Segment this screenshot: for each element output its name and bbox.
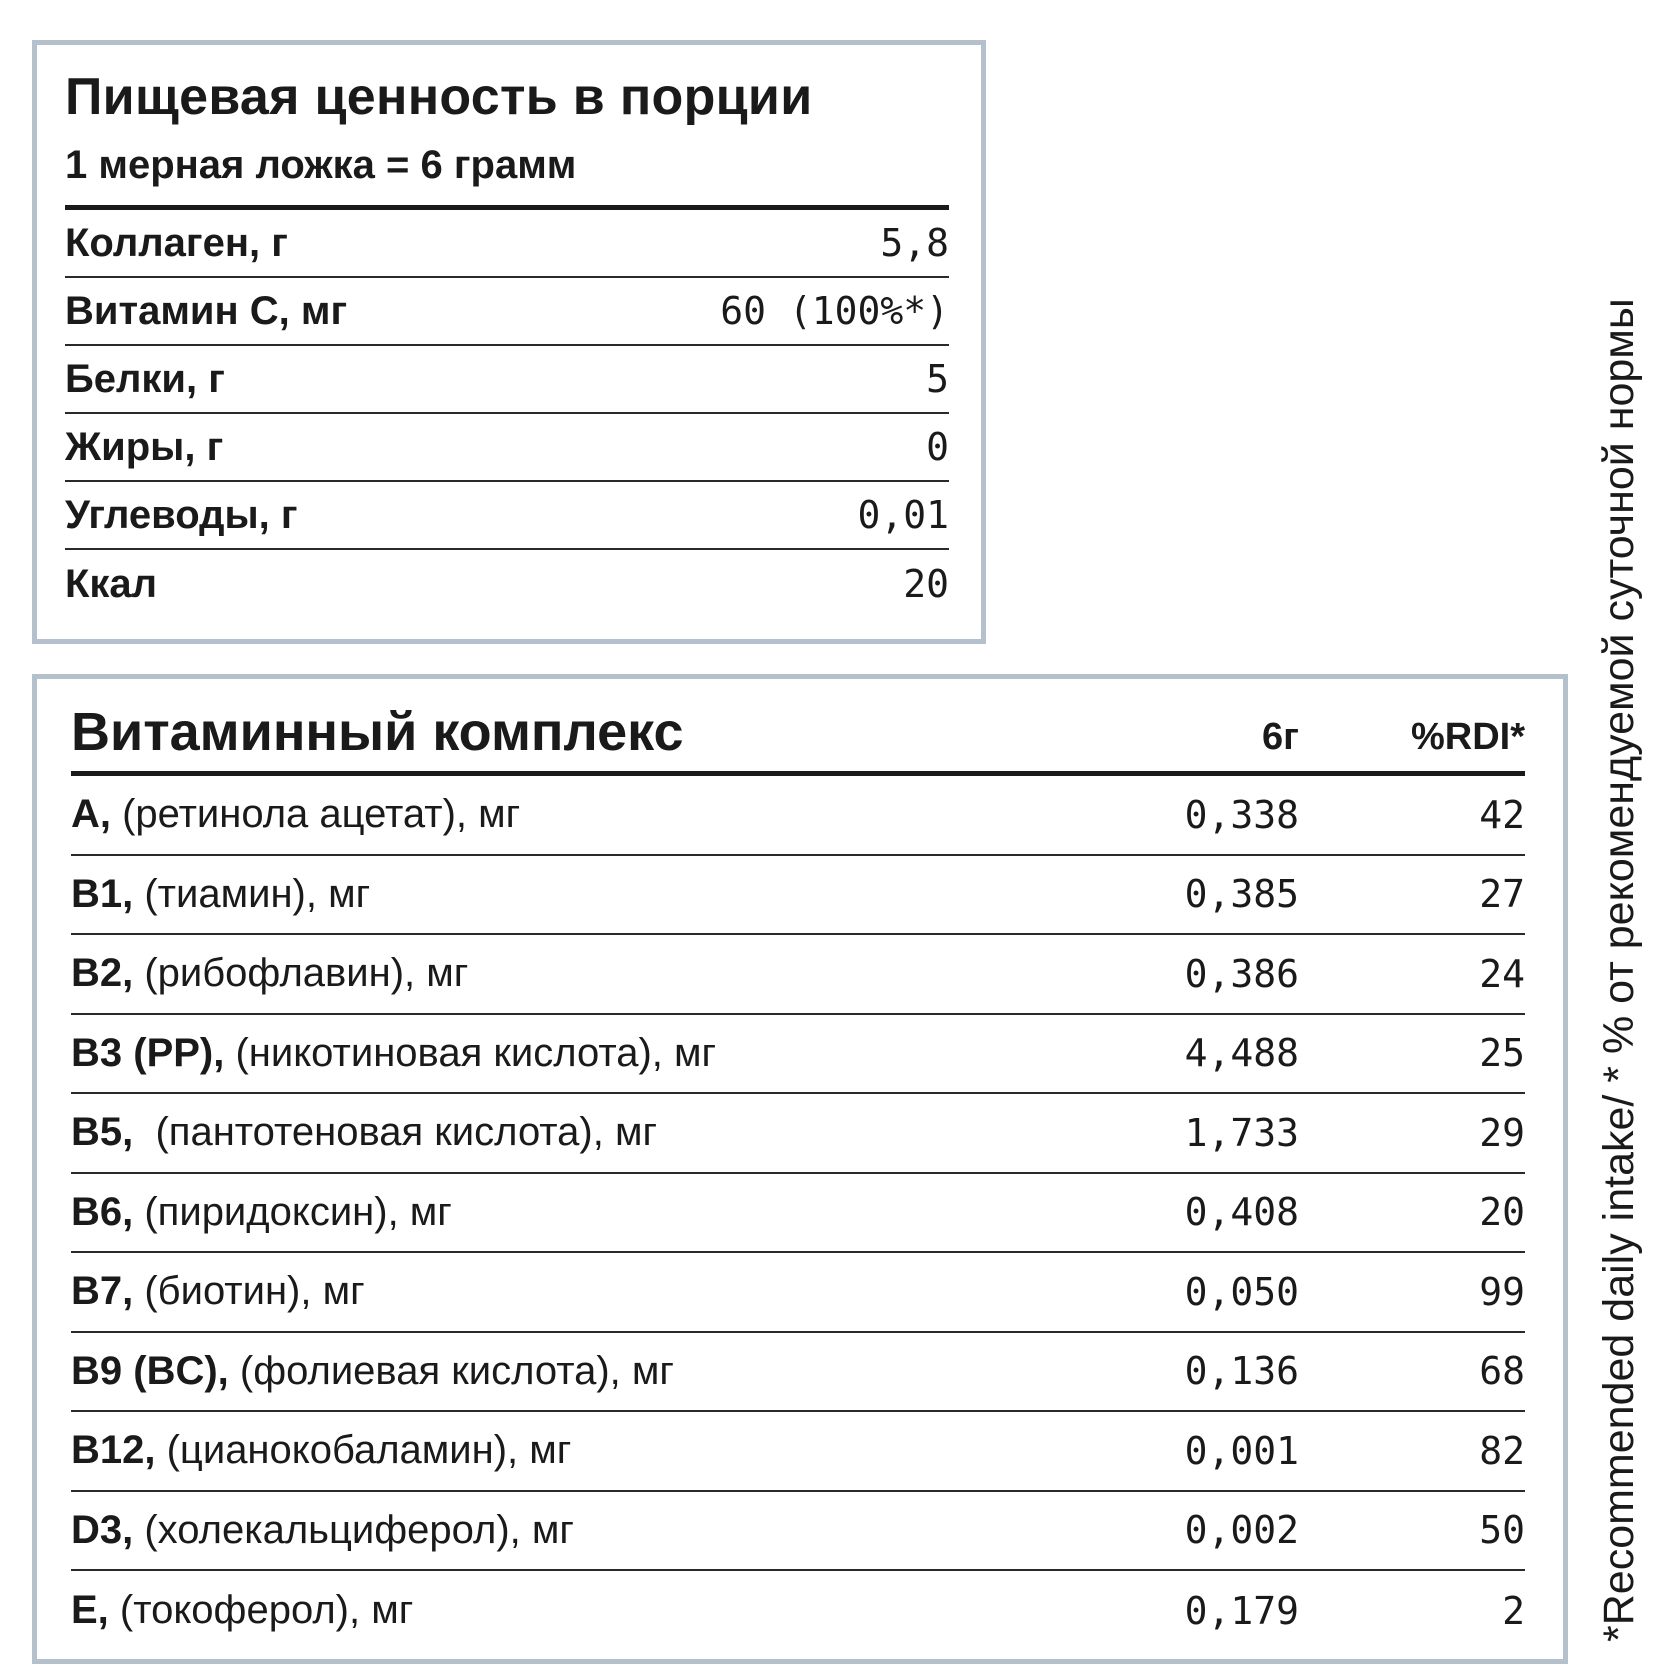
vitamin-desc: (токоферол), мг (108, 1588, 414, 1633)
vitamin-name (71, 1110, 1069, 1155)
vitamin-name (71, 1269, 1069, 1314)
vitamin-code: B6, (71, 1189, 134, 1234)
vitamin-desc: (тиамин), мг (133, 871, 371, 916)
vitamin-rdi: 25 (1479, 1031, 1525, 1076)
vitamin-desc: (рибофлавин), мг (133, 951, 469, 996)
nutrition-label: Витамин С, мг (65, 288, 348, 333)
vitamin-name (71, 792, 1069, 837)
vitamin-desc: (никотиновая кислота), мг (224, 1030, 717, 1075)
vitamin-table-header (71, 701, 1525, 776)
vitamin-amount: 0,179 (1184, 1588, 1299, 1633)
vitamin-rdi: 29 (1479, 1110, 1525, 1155)
vitamin-rdi: 27 (1479, 872, 1525, 917)
nutrition-row-collagen (65, 210, 949, 278)
vitamin-rdi: 68 (1479, 1349, 1525, 1394)
vitamin-amount: 0,050 (1184, 1269, 1299, 1314)
vitamin-rdi: 42 (1479, 792, 1525, 837)
rdi-column-header: %RDI* (1410, 716, 1525, 758)
vitamin-desc: (пиридоксин), мг (133, 1189, 452, 1234)
vitamin-row-b6 (71, 1174, 1525, 1254)
vitamin-amount: 0,002 (1184, 1508, 1299, 1553)
vitamin-code: B2, (71, 951, 134, 996)
vitamin-desc: (биотин), мг (133, 1269, 365, 1314)
vitamin-row-b7 (71, 1253, 1525, 1333)
nutrition-label: Коллаген, г (65, 220, 288, 265)
nutrition-label: Углеводы, г (65, 492, 298, 537)
nutrition-facts-panel (32, 40, 986, 644)
vitamin-code: B12, (71, 1428, 156, 1473)
vitamin-amount: 0,136 (1184, 1349, 1299, 1394)
vitamin-code: B1, (71, 871, 134, 916)
nutrition-row-kcal (65, 550, 949, 618)
vitamin-amount: 0,386 (1184, 951, 1299, 996)
nutrition-label: Ккал (65, 561, 158, 606)
vitamin-code: B9 (BC), (71, 1348, 229, 1393)
nutrition-row-protein (65, 346, 949, 414)
vitamin-row-b5 (71, 1094, 1525, 1174)
nutrition-value: 60 (100%*) (720, 289, 949, 333)
nutrition-value: 0,01 (857, 493, 949, 537)
vitamin-rdi: 24 (1479, 951, 1525, 996)
amount-column-header: 6г (1262, 716, 1299, 758)
vitamin-amount: 0,408 (1184, 1190, 1299, 1235)
vitamin-rdi: 99 (1479, 1269, 1525, 1314)
nutrition-table (65, 205, 949, 618)
vitamin-amount: 4,488 (1184, 1031, 1299, 1076)
vitamin-desc: (цианокобаламин), мг (155, 1428, 572, 1473)
vitamin-code: B7, (71, 1269, 134, 1314)
vitamin-code: B3 (PP), (71, 1030, 225, 1075)
vitamin-amount: 1,733 (1184, 1110, 1299, 1155)
vitamin-row-b12 (71, 1412, 1525, 1492)
vitamin-rdi: 2 (1502, 1588, 1525, 1633)
vitamin-rdi: 82 (1479, 1428, 1525, 1473)
nutrition-row-fat (65, 414, 949, 482)
vitamin-row-b2 (71, 935, 1525, 1015)
vitamin-name (71, 1031, 1069, 1076)
vitamin-name (71, 951, 1069, 996)
vitamin-name (71, 1190, 1069, 1235)
nutrition-value: 5,8 (880, 221, 949, 265)
vitamin-rdi: 50 (1479, 1508, 1525, 1553)
serving-size: 1 мерная ложка = 6 грамм (65, 143, 577, 187)
vitamin-complex-panel (32, 674, 1568, 1664)
vitamin-desc: (фолиевая кислота), мг (228, 1348, 674, 1393)
vitamin-rdi: 20 (1479, 1190, 1525, 1235)
vitamin-row-e (71, 1571, 1525, 1651)
vitamin-title: Витаминный комплекс (71, 702, 684, 762)
vitamin-name (71, 1508, 1069, 1553)
vitamin-table-body (71, 776, 1525, 1651)
vitamin-name (71, 1588, 1069, 1633)
vitamin-name (71, 872, 1069, 917)
vitamin-code: B5, (71, 1110, 134, 1155)
nutrition-value: 5 (926, 357, 949, 401)
vitamin-amount: 0,338 (1184, 792, 1299, 837)
vitamin-code: D3, (71, 1507, 134, 1552)
vitamin-row-b3 (71, 1015, 1525, 1095)
nutrition-label: Белки, г (65, 356, 225, 401)
nutrition-title: Пищевая ценность в порции (65, 68, 813, 126)
vitamin-code: E, (71, 1588, 109, 1633)
vitamin-amount: 0,001 (1184, 1428, 1299, 1473)
rdi-footnote: *Recommended daily intake/ * % от рекомендуемой суточной нормы (1595, 298, 1643, 1642)
vitamin-row-b9 (71, 1333, 1525, 1413)
vitamin-code: A, (71, 792, 111, 837)
vitamin-desc: (пантотеновая кислота), мг (133, 1110, 658, 1155)
vitamin-row-b1 (71, 856, 1525, 936)
nutrition-value: 20 (903, 562, 949, 606)
nutrition-row-carbs (65, 482, 949, 550)
vitamin-amount: 0,385 (1184, 872, 1299, 917)
vitamin-name (71, 1349, 1069, 1394)
vitamin-desc: (ретинола ацетат), мг (111, 792, 521, 837)
vitamin-desc: (холекальциферол), мг (133, 1507, 574, 1552)
nutrition-label: Жиры, г (65, 424, 224, 469)
vitamin-row-a (71, 776, 1525, 856)
vitamin-name (71, 1428, 1069, 1473)
nutrition-row-vitamin-c (65, 278, 949, 346)
nutrition-value: 0 (926, 425, 949, 469)
vitamin-row-d3 (71, 1492, 1525, 1572)
